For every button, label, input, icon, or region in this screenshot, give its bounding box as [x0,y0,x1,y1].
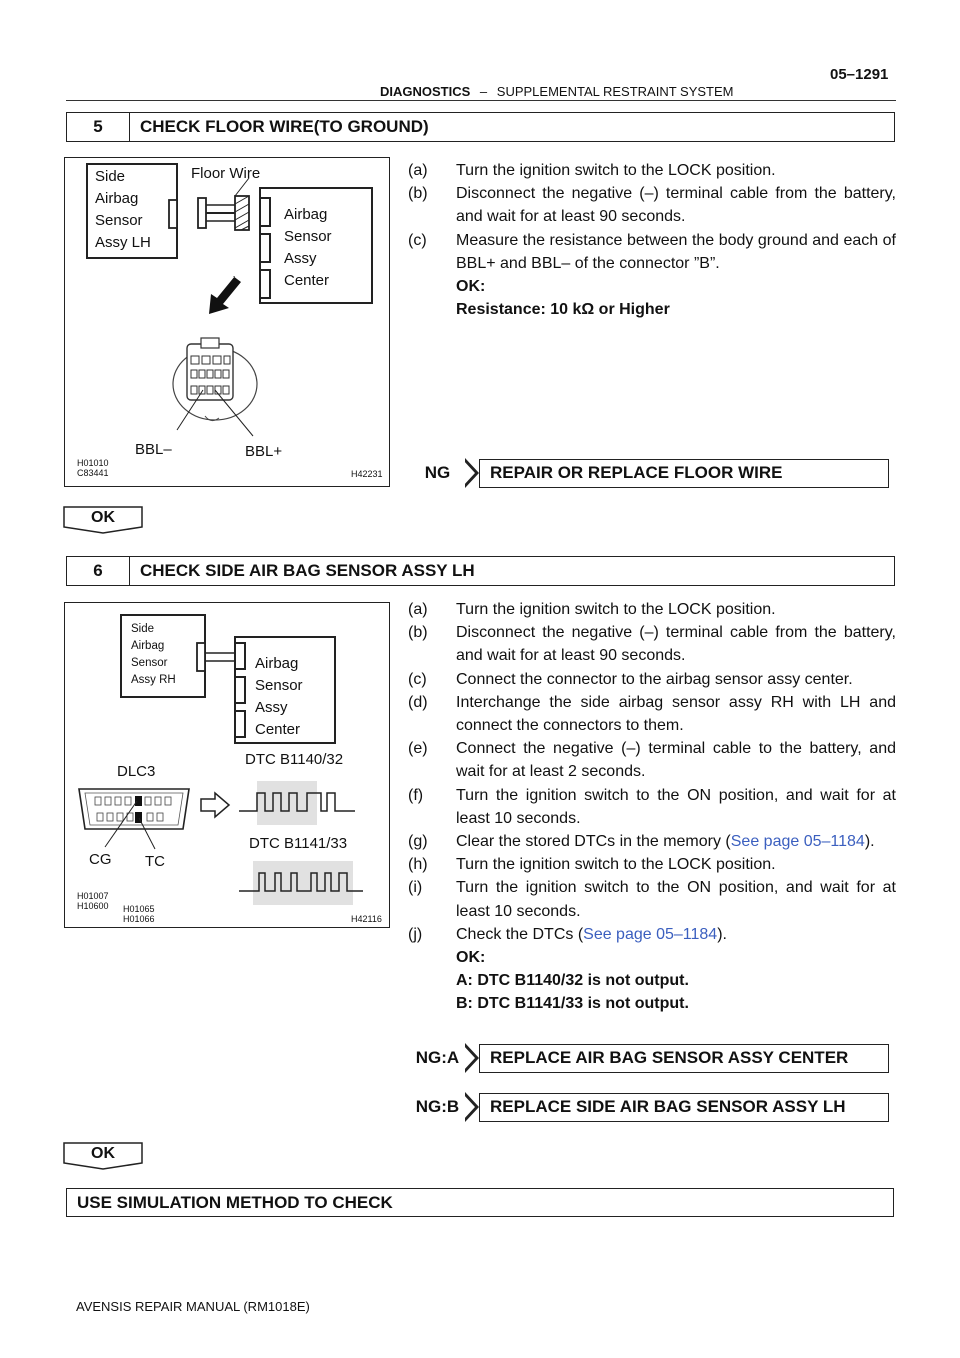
arrow-icon [465,1092,479,1122]
ok-criteria [408,992,896,1015]
arrow-icon [465,1043,479,1073]
item-label: (e) [408,740,428,758]
code-line: H01010 [77,458,109,468]
running-header [380,84,733,99]
item-text: Turn the ignition switch to the ON position, and wait for at least 10 seconds. [456,879,896,920]
center-sensor-label [255,653,303,741]
item-text: Disconnect the negative (–) terminal cable from the battery, and wait for at least 90 seconds. [456,185,896,226]
spacer [408,969,456,992]
item-text: Turn the ignition switch to the LOCK position. [456,601,776,618]
instruction-item [408,159,896,182]
dtc-b1140-label: DTC B1140/32 [245,751,344,768]
instruction-item [408,923,896,946]
label-line: Assy [284,250,317,267]
instruction-item [408,830,896,853]
side-sensor-label [95,166,151,254]
ng-result-5 [410,458,889,488]
ok-criteria [408,969,896,992]
ok-label: OK: [456,278,486,296]
item-text-post: ). [864,833,875,851]
item-text: Connect the negative (–) terminal cable to the battery, and wait for at least 2 seconds. [456,740,896,781]
page-number: 05–1291 [830,66,889,83]
spacer [408,275,456,298]
item-label: (c) [408,670,427,688]
ok-condition-a: A: DTC B1140/32 is not output. [456,972,689,990]
ng-action: REPAIR OR REPLACE FLOOR WIRE [479,459,889,488]
spacer [408,298,456,321]
ok-criteria [408,275,896,298]
label-line: Airbag [131,640,165,652]
label-line: Sensor [284,228,332,245]
code-line: H01066 [123,914,155,924]
see-page-link[interactable]: See page 05–1184 [730,833,865,851]
item-text-pre: Clear the stored DTCs in the memory ( [456,833,731,851]
spacer [408,992,456,1015]
ng-tag: NG:A [415,1048,460,1067]
label-line: Airbag [255,655,299,672]
item-text-post: ). [717,925,727,943]
final-action-box: USE SIMULATION METHOD TO CHECK [66,1188,894,1217]
ok-condition-b: B: DTC B1141/33 is not output. [456,995,689,1013]
label-line: Assy RH [131,674,176,686]
item-text [456,923,896,946]
figure-codes [77,458,109,478]
instruction-item [408,668,896,691]
item-text: Turn the ignition switch to the LOCK position. [456,162,776,179]
footer: AVENSIS REPAIR MANUAL (RM1018E) [76,1299,310,1314]
ng-tag: NG [424,463,451,482]
dtc-b1141-label: DTC B1141/33 [249,835,348,852]
label-line: Airbag [95,190,139,207]
instruction-item [408,876,896,922]
header-subsection: SUPPLEMENTAL RESTRAINT SYSTEM [496,84,734,99]
cg-label: CG [89,851,112,868]
label-line: Airbag [284,206,328,223]
label-line: Center [284,272,330,289]
item-label: (c) [408,231,427,249]
step-6-instructions [408,598,896,1016]
figure-codes-mid [123,904,155,924]
instruction-item [408,621,896,667]
header-section: DIAGNOSTICS [380,84,471,99]
figure-codes-left [77,891,109,911]
tc-label: TC [145,853,165,870]
ok-label: OK: [456,949,486,967]
step-number: 5 [67,113,130,141]
header-rule [66,100,896,101]
item-text: Turn the ignition switch to the ON position, and wait for at least 10 seconds. [456,786,896,827]
item-label: (f) [408,786,424,804]
ok-label-1: OK [91,509,115,526]
item-label: (i) [408,879,423,897]
item-label: (g) [408,833,428,851]
item-text: Measure the resistance between the body ground and each of BBL+ and BBL– of the connector ”B”. [456,231,896,272]
ok-value: Resistance: 10 kΩ or Higher [456,301,670,319]
step-title: CHECK FLOOR WIRE(TO GROUND) [140,117,429,136]
step-6-header [66,556,895,586]
label-line: Side [131,623,155,635]
header-separator: – [479,84,488,99]
instruction-item [408,691,896,737]
ng-action: REPLACE SIDE AIR BAG SENSOR ASSY LH [479,1093,889,1122]
ok-criteria [408,946,896,969]
ok-criteria [408,298,896,321]
label-line: Assy [255,699,288,716]
instruction-item [408,784,896,830]
floor-wire-figure [64,157,390,487]
figure-id: H42116 [351,914,382,924]
arrow-icon [465,458,479,488]
bbl-minus-label: BBL– [135,441,172,458]
ng-tag: NG:B [415,1097,460,1116]
ng-action: REPLACE AIR BAG SENSOR ASSY CENTER [479,1044,889,1073]
instruction-item [408,853,896,876]
side-sensor-rh-label [131,621,176,689]
item-text: Disconnect the negative (–) terminal cable from the battery, and wait for at least 90 seconds. [456,624,896,665]
dtc-check-figure [64,602,390,928]
instruction-item [408,229,896,275]
step-title: CHECK SIDE AIR BAG SENSOR ASSY LH [140,561,475,580]
ng-b-result [410,1092,889,1122]
code-line: C83441 [77,468,109,478]
instruction-item [408,598,896,621]
item-label: (j) [408,925,423,943]
label-line: Sensor [131,657,168,669]
center-sensor-label [284,204,332,292]
spacer [408,946,456,969]
item-text [456,830,896,853]
instruction-item [408,737,896,783]
label-line: Center [255,721,301,738]
item-label: (b) [408,624,428,642]
item-label: (d) [408,693,428,711]
ng-a-result [410,1043,889,1073]
item-text: Turn the ignition switch to the LOCK position. [456,856,776,874]
step-number: 6 [67,557,130,585]
item-text: Interchange the side airbag sensor assy RH with LH and connect the connectors to them. [456,693,896,735]
bbl-plus-label: BBL+ [245,443,283,460]
item-label: (a) [408,601,428,618]
item-label: (b) [408,185,428,203]
item-label: (h) [408,856,428,874]
floor-wire-label: Floor Wire [191,165,261,182]
label-line: Sensor [95,212,143,229]
code-line: H10600 [77,901,109,911]
step-5-header [66,112,895,142]
item-text: Connect the connector to the airbag sensor assy center. [456,670,853,688]
figure-id: H42231 [351,469,383,479]
ok-label-2: OK [91,1145,115,1162]
code-line: H01065 [123,904,155,914]
label-line: Sensor [255,677,303,694]
label-line: Assy LH [95,234,151,251]
item-label: (a) [408,162,428,179]
label-line: Side [95,168,126,185]
instruction-item [408,182,896,228]
dlc3-label: DLC3 [117,763,156,780]
code-line: H01007 [77,891,109,901]
step-5-instructions [408,159,896,321]
item-text-pre: Check the DTCs ( [456,925,584,943]
see-page-link[interactable]: See page 05–1184 [583,925,718,943]
